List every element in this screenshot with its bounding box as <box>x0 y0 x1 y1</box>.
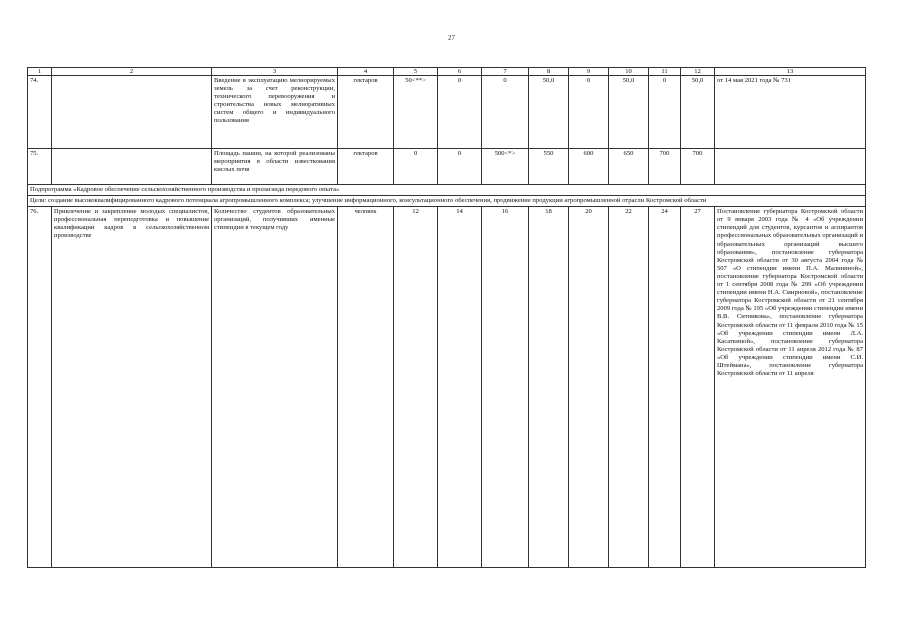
goals-row <box>28 196 866 207</box>
value-cell: 650 <box>609 149 649 185</box>
column-number: 7 <box>482 68 529 76</box>
table-row <box>28 207 866 568</box>
column-number: 10 <box>609 68 649 76</box>
value-cell: 16 <box>482 207 529 568</box>
value-cell: 27 <box>681 207 715 568</box>
unit-cell: гектаров <box>338 76 394 149</box>
column-number: 13 <box>715 68 866 76</box>
value-cell: 0 <box>649 76 681 149</box>
value-cell: 700 <box>681 149 715 185</box>
value-cell: 24 <box>649 207 681 568</box>
unit-cell: гектаров <box>338 149 394 185</box>
value-cell: 0 <box>394 149 438 185</box>
column-number: 2 <box>52 68 212 76</box>
column-number: 8 <box>529 68 569 76</box>
value-cell: 14 <box>438 207 482 568</box>
column-number-row <box>28 68 866 76</box>
value-cell: 50,0 <box>681 76 715 149</box>
page-number: 27 <box>448 34 455 42</box>
program-indicators-table <box>27 67 866 568</box>
basis-cell <box>715 149 866 185</box>
goals-text: Цели: создание высококвалифицированного кадрового потенциала агропромышленного комплекса; улучшение информационного, консультационного обеспечения, продвижение продукции агропромышленной отрасли Костромской области <box>28 196 866 207</box>
value-cell: 50<**> <box>394 76 438 149</box>
row-number: 74. <box>28 76 52 149</box>
event-cell <box>52 149 212 185</box>
column-number: 11 <box>649 68 681 76</box>
value-cell: 0 <box>482 76 529 149</box>
table-row <box>28 149 866 185</box>
row-number: 75. <box>28 149 52 185</box>
value-cell: 600 <box>569 149 609 185</box>
value-cell: 550 <box>529 149 569 185</box>
column-number: 3 <box>212 68 338 76</box>
indicator-cell: Введение в эксплуатацию мелиорируемых земель за счет реконструкции, технического перевооружения и строительства новых мелиоративных систем общего и индивидуального пользования <box>212 76 338 149</box>
value-cell: 0 <box>438 76 482 149</box>
value-cell: 18 <box>529 207 569 568</box>
indicator-cell: Количество студентов образовательных организаций, получивших именные стипендии в текущем году <box>212 207 338 568</box>
value-cell: 0 <box>569 76 609 149</box>
subprogram-row <box>28 185 866 196</box>
value-cell: 50,0 <box>529 76 569 149</box>
value-cell: 500<*> <box>482 149 529 185</box>
column-number: 4 <box>338 68 394 76</box>
row-number: 76. <box>28 207 52 568</box>
unit-cell: человек <box>338 207 394 568</box>
value-cell: 50,0 <box>609 76 649 149</box>
value-cell: 22 <box>609 207 649 568</box>
column-number: 12 <box>681 68 715 76</box>
indicator-cell: Площадь пашни, на которой реализованы мероприятия в области известкования кислых почв <box>212 149 338 185</box>
event-cell: Привлечение и закрепление молодых специалистов, профессиональная переподготовка и повышение квалификации кадров в сельскохозяйственном производстве <box>52 207 212 568</box>
column-number: 9 <box>569 68 609 76</box>
column-number: 6 <box>438 68 482 76</box>
basis-cell: Постановление губернатора Костромской области от 9 января 2003 года № 4 «Об учреждении стипендий для студентов, курсантов и аспирантов профессиональных образовательных организаций и образовательных организаций высшего образования», постановление губернатора Костромской области от 30 августа 2004 года № 507 «О стипендии имени П.А. Малининой», постановление губернатора Костромской области от 1 сентября 2008 года № 299 «Об учреждении стипендии имени Н.А. Смирновой», постановление губернатора Костромской области от 21 сентября 2009 года № 195 «Об учреждении стипендии имени В.В. Ситникова», постановление губернатора Костромской области от 11 февраля 2010 года № 15 «Об учреждении стипендии имени Л.А. Касаткиной», постановление губернатора Костромской области от 11 апреля 2012 года № 87 «Об учреждении стипендии имени С.И. Штеймана», постановление губернатора Костромской области от 11 апреля <box>715 207 866 568</box>
value-cell: 20 <box>569 207 609 568</box>
value-cell: 0 <box>438 149 482 185</box>
value-cell: 12 <box>394 207 438 568</box>
value-cell: 700 <box>649 149 681 185</box>
column-number: 5 <box>394 68 438 76</box>
column-number: 1 <box>28 68 52 76</box>
subprogram-title: Подпрограмма «Кадровое обеспечение сельскохозяйственного производства и пропаганда передового опыта» <box>28 185 866 196</box>
table-row <box>28 76 866 149</box>
basis-cell: от 14 мая 2021 года № 731 <box>715 76 866 149</box>
event-cell <box>52 76 212 149</box>
